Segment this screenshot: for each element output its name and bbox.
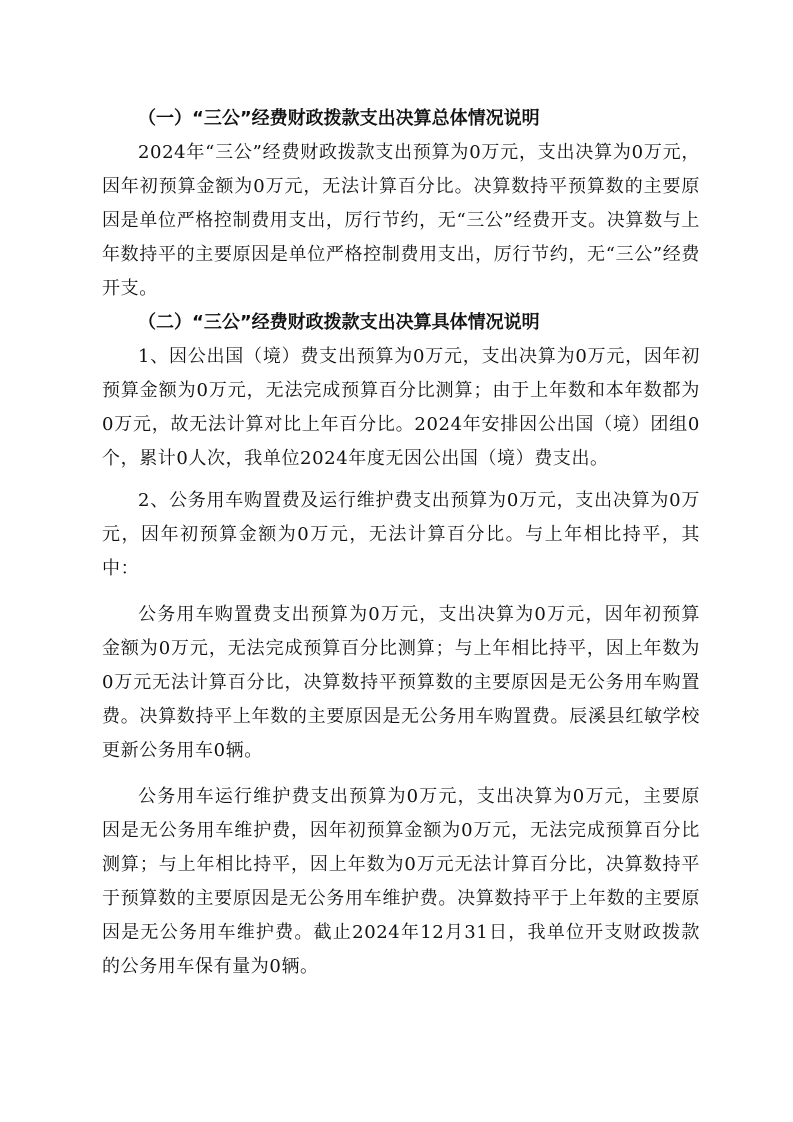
paragraph-overall-summary: 2024年“三公”经费财政拨款支出预算为0万元，支出决算为0万元，因年初预算金额为0万元，无法计算百分比。决算数持平预算数的主要原因是单位严格控制费用支出，厉行节约，无“三公”经费开支。决算数与上年数持平的主要原因是单位严格控制费用支出，厉行节约，无“三公”经费开支。 (102, 142, 700, 299)
paragraph-vehicle-overview: 2、公务用车购置费及运行维护费支出预算为0万元，支出决算为0万元，因年初预算金额为0万元，无法计算百分比。与上年相比持平，其中： (102, 490, 700, 579)
section-heading-overall: （一）“三公”经费财政拨款支出决算总体情况说明 (138, 108, 540, 129)
paragraph-vehicle-maintenance: 公务用车运行维护费支出预算为0万元，支出决算为0万元，主要原因是无公务用车维护费，因年初预算金额为0万元，无法完成预算百分比测算；与上年相比持平，因上年数为0万元无法计算百分比，决算数持平于预算数的主要原因是无公务用车维护费。决算数持平于上年数的主要原因是无公务用车维护费。截止2024年12月31日，我单位开支财政拨款的公务用车保有量为0辆。 (102, 786, 700, 977)
spacer (102, 476, 700, 484)
document-page (102, 102, 700, 984)
spacer (102, 768, 700, 780)
spacer (102, 586, 700, 598)
section-heading-detail: （二）“三公”经费财政拨款支出决算具体情况说明 (138, 312, 540, 333)
paragraph-overseas-travel: 1、因公出国（境）费支出预算为0万元，支出决算为0万元，因年初预算金额为0万元，无法完成预算百分比测算；由于上年数和本年数都为0万元，故无法计算对比上年百分比。2024年安排因公出国（境）团组0个，累计0人次，我单位2024年度无因公出国（境）费支出。 (102, 346, 700, 469)
paragraph-vehicle-purchase: 公务用车购置费支出预算为0万元，支出决算为0万元，因年初预算金额为0万元，无法完成预算百分比测算；与上年相比持平，因上年数为0万元无法计算百分比，决算数持平预算数的主要原因是无公务用车购置费。决算数持平上年数的主要原因是无公务用车购置费。辰溪县红敏学校更新公务用车0辆。 (102, 604, 700, 761)
